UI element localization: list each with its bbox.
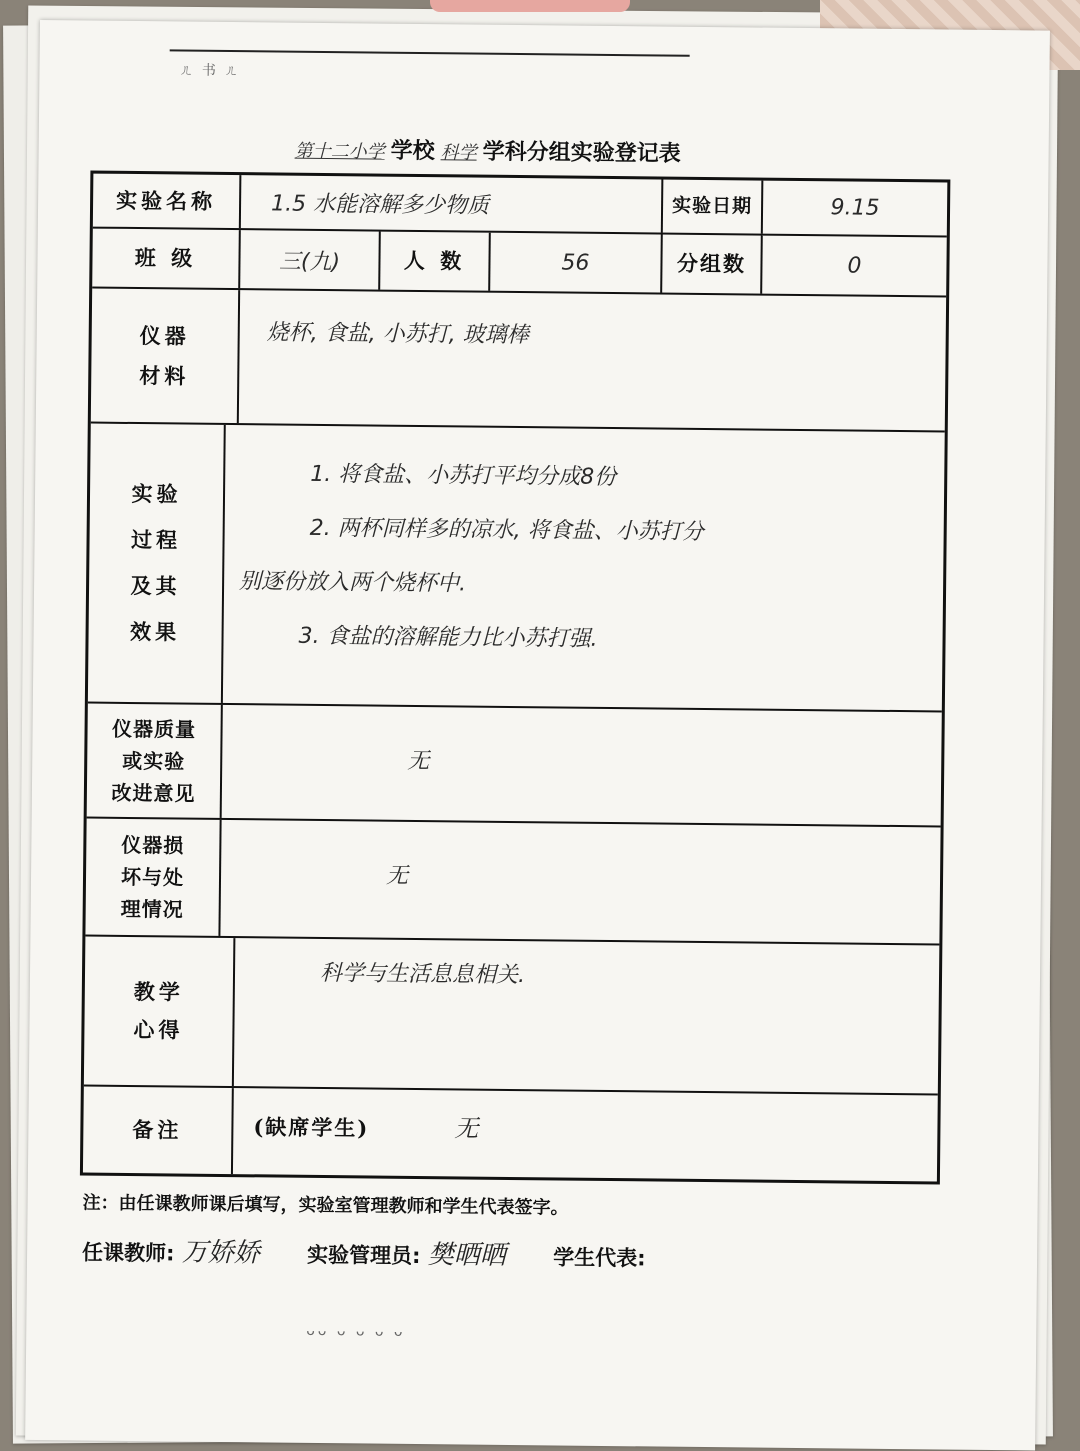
value-cell: [490, 233, 663, 293]
teaching-label-line: 心得: [133, 1017, 184, 1043]
teaching-label: [133, 973, 184, 1050]
row-teaching: [84, 937, 940, 1096]
student-rep-block: [553, 1245, 646, 1270]
quality-content: [407, 735, 430, 789]
value-cell: [241, 175, 664, 232]
process-label-line: 及其: [130, 572, 181, 599]
quality-label-line: 改进意见: [111, 780, 196, 806]
bottom-marks: ᴗᴗ ᴗ ᴗ ᴗ ᴗ: [306, 1322, 406, 1340]
damage-label-line: 坏与处: [120, 864, 185, 890]
damage-label-line: 理情况: [120, 896, 184, 922]
process-line: 1. 将食盐、小苏打平均分成8份: [310, 461, 617, 491]
quality-label-line: 或实验: [122, 748, 186, 774]
value-cell: [763, 181, 948, 236]
process-line: 别逐份放入两个烧杯中.: [238, 569, 467, 597]
student-rep-label: 学生代表:: [553, 1245, 646, 1271]
title-suffix: 学科分组实验登记表: [482, 138, 681, 167]
value-cell: [240, 230, 381, 289]
damage-label: [121, 829, 185, 926]
quality-value: 无: [407, 748, 430, 775]
experiment-name-label: 实验名称: [115, 187, 217, 214]
row-damage: [85, 819, 940, 946]
damage-label-line: 仪器损: [121, 832, 185, 858]
label-cell: [663, 180, 764, 234]
groups-label: 分组数: [676, 250, 747, 277]
signature-row: [82, 1231, 982, 1277]
admin-signature-block: [307, 1240, 513, 1271]
school-suffix: 学校: [390, 137, 435, 165]
damage-content: [386, 850, 409, 904]
teacher-label: 任课教师:: [81, 1240, 175, 1266]
process-line: 3. 食盐的溶解能力比小苏打强.: [298, 623, 598, 652]
process-content: [238, 447, 940, 670]
teacher-signature: 万娇娇: [181, 1237, 260, 1269]
instruments-label-line: 材料: [139, 362, 190, 389]
damage-value: 无: [385, 863, 409, 889]
row-process: [88, 424, 945, 713]
label-cell: [87, 704, 223, 818]
label-cell: [85, 819, 221, 936]
instruments-label: [139, 316, 190, 396]
process-label-line: 实验: [131, 480, 182, 507]
pink-object: [430, 0, 630, 12]
teacher-signature-block: [81, 1237, 267, 1269]
groups-value: 0: [847, 252, 862, 279]
process-line: 2. 两杯同样多的凉水, 将食盐、小苏打分: [309, 515, 704, 545]
teaching-content: [320, 947, 921, 1007]
row-instruments: [91, 289, 946, 433]
admin-signature: 樊晒晒: [427, 1240, 507, 1271]
top-rule: [170, 49, 690, 56]
instruments-content: [266, 306, 927, 367]
process-label: [130, 471, 182, 656]
teaching-value: 科学与生活息息相关.: [319, 960, 526, 989]
school-name: 第十二小学: [294, 140, 385, 163]
admin-label: 实验管理员:: [307, 1242, 421, 1269]
people-value: 56: [561, 249, 590, 276]
label-cell: [92, 229, 241, 289]
experiment-table: [80, 171, 950, 1185]
remarks-printed: (缺席学生): [253, 1114, 370, 1141]
instruments-value: 烧杯, 食盐, 小苏打, 玻璃棒: [266, 320, 529, 349]
class-label: 班 级: [134, 245, 197, 271]
top-stamp: ㄦ 书 ㄦ: [179, 62, 241, 80]
remarks-label: 备注: [132, 1117, 183, 1143]
class-value: 三(九): [278, 249, 341, 275]
experiment-date-label: 实验日期: [671, 195, 753, 218]
row-class-info: [92, 229, 947, 298]
label-cell: [88, 424, 226, 703]
form-title: [289, 133, 849, 170]
registration-form-page: [25, 20, 1050, 1450]
quality-label-line: 仪器质量: [111, 716, 197, 742]
label-cell: [93, 174, 242, 229]
label-cell: [84, 937, 236, 1087]
remarks-content: [253, 1106, 853, 1153]
form-note: 注：由任课教师课后填写，实验室管理教师和学生代表签字。: [82, 1192, 569, 1219]
label-cell: [91, 289, 240, 424]
teaching-label-line: 教学: [133, 979, 184, 1005]
quality-label: [111, 712, 196, 809]
value-cell: [762, 236, 947, 296]
label-cell: [380, 232, 491, 291]
people-label: 人 数: [403, 247, 466, 274]
experiment-date-value: 9.15: [830, 195, 880, 221]
label-cell: [662, 235, 763, 294]
row-remarks: [83, 1087, 938, 1182]
process-label-line: 过程: [130, 526, 182, 553]
remarks-value: 无: [454, 1114, 479, 1143]
label-cell: [83, 1087, 234, 1175]
subject-name: 科学: [440, 142, 477, 164]
experiment-name-value: 1.5 水能溶解多少物质: [270, 191, 490, 219]
process-label-line: 效果: [129, 618, 181, 645]
instruments-label-line: 仪器: [139, 322, 190, 349]
row-experiment-name: [93, 174, 948, 238]
row-quality: [87, 704, 942, 828]
